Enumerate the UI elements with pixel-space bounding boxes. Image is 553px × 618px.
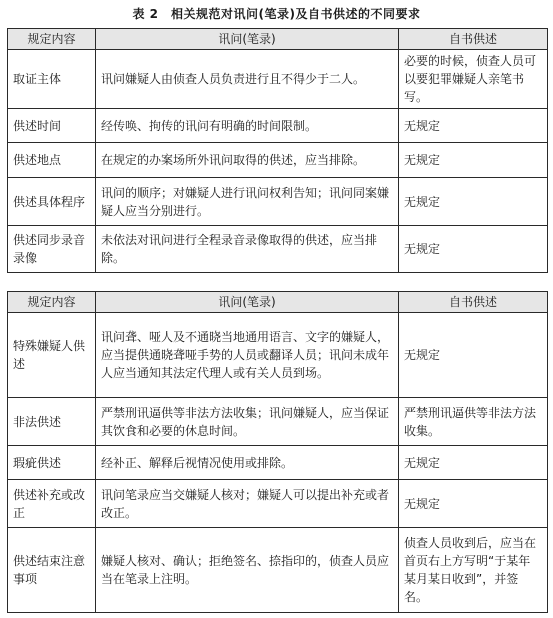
row-label: 供述具体程序 [8,178,96,226]
table-header-row [8,292,548,313]
row-label: 特殊嫌疑人供述 [8,313,96,398]
written-confession-cell: 严禁刑讯逼供等非法方法收集。 [399,398,548,446]
interrogation-cell: 在规定的办案场所外讯问取得的供述，应当排除。 [96,143,399,178]
row-label: 瑕疵供述 [8,446,96,480]
written-confession-cell: 无规定 [399,480,548,528]
written-confession-cell: 无规定 [399,313,548,398]
table-row [8,143,548,178]
table-row [8,178,548,226]
interrogation-cell: 讯问聋、哑人及不通晓当地通用语言、文字的嫌疑人，应当提供通晓聋哑手势的人员或翻译人员；讯问未成年人应当通知其法定代理人或有关人员到场。 [96,313,399,398]
written-confession-cell: 侦查人员收到后，应当在首页右上方写明“于某年某月某日收到”，并签名。 [399,528,548,613]
interrogation-cell: 未依法对讯问进行全程录音录像取得的供述，应当排除。 [96,226,399,273]
written-confession-cell: 无规定 [399,226,548,273]
requirements-table-2 [7,291,548,613]
interrogation-cell: 严禁刑讯逼供等非法方法收集；讯问嫌疑人，应当保证其饮食和必要的休息时间。 [96,398,399,446]
requirements-table-1 [7,28,548,273]
row-label: 供述补充或改正 [8,480,96,528]
interrogation-cell: 讯问的顺序；对嫌疑人进行讯问权利告知；讯问同案嫌疑人应当分别进行。 [96,178,399,226]
table-row [8,313,548,398]
interrogation-cell: 嫌疑人核对、确认；拒绝签名、捺指印的，侦查人员应当在笔录上注明。 [96,528,399,613]
table-header-row [8,29,548,50]
written-confession-cell: 无规定 [399,178,548,226]
table-row [8,480,548,528]
interrogation-cell: 经补正、解释后视情况使用或排除。 [96,446,399,480]
header-provision: 规定内容 [8,292,96,313]
table-row [8,446,548,480]
written-confession-cell: 无规定 [399,143,548,178]
table-row [8,226,548,273]
table-caption: 表 2 相关规范对讯问(笔录)及自书供述的不同要求 [132,7,421,21]
written-confession-cell: 无规定 [399,446,548,480]
written-confession-cell: 无规定 [399,109,548,143]
row-label: 供述结束注意事项 [8,528,96,613]
header-provision: 规定内容 [8,29,96,50]
written-confession-cell: 必要的时候，侦查人员可以要犯罪嫌疑人亲笔书写。 [399,50,548,109]
table-row [8,109,548,143]
table-row [8,398,548,446]
row-label: 供述同步录音录像 [8,226,96,273]
table-row [8,50,548,109]
interrogation-cell: 讯问嫌疑人由侦查人员负责进行且不得少于二人。 [96,50,399,109]
header-written-confession: 自书供述 [399,29,548,50]
interrogation-cell: 经传唤、拘传的讯问有明确的时间限制。 [96,109,399,143]
row-label: 供述时间 [8,109,96,143]
header-interrogation-record: 讯问(笔录) [96,292,399,313]
row-label: 供述地点 [8,143,96,178]
row-label: 取证主体 [8,50,96,109]
interrogation-cell: 讯问笔录应当交嫌疑人核对；嫌疑人可以提出补充或者改正。 [96,480,399,528]
header-written-confession: 自书供述 [399,292,548,313]
table-row [8,528,548,613]
row-label: 非法供述 [8,398,96,446]
header-interrogation-record: 讯问(笔录) [96,29,399,50]
